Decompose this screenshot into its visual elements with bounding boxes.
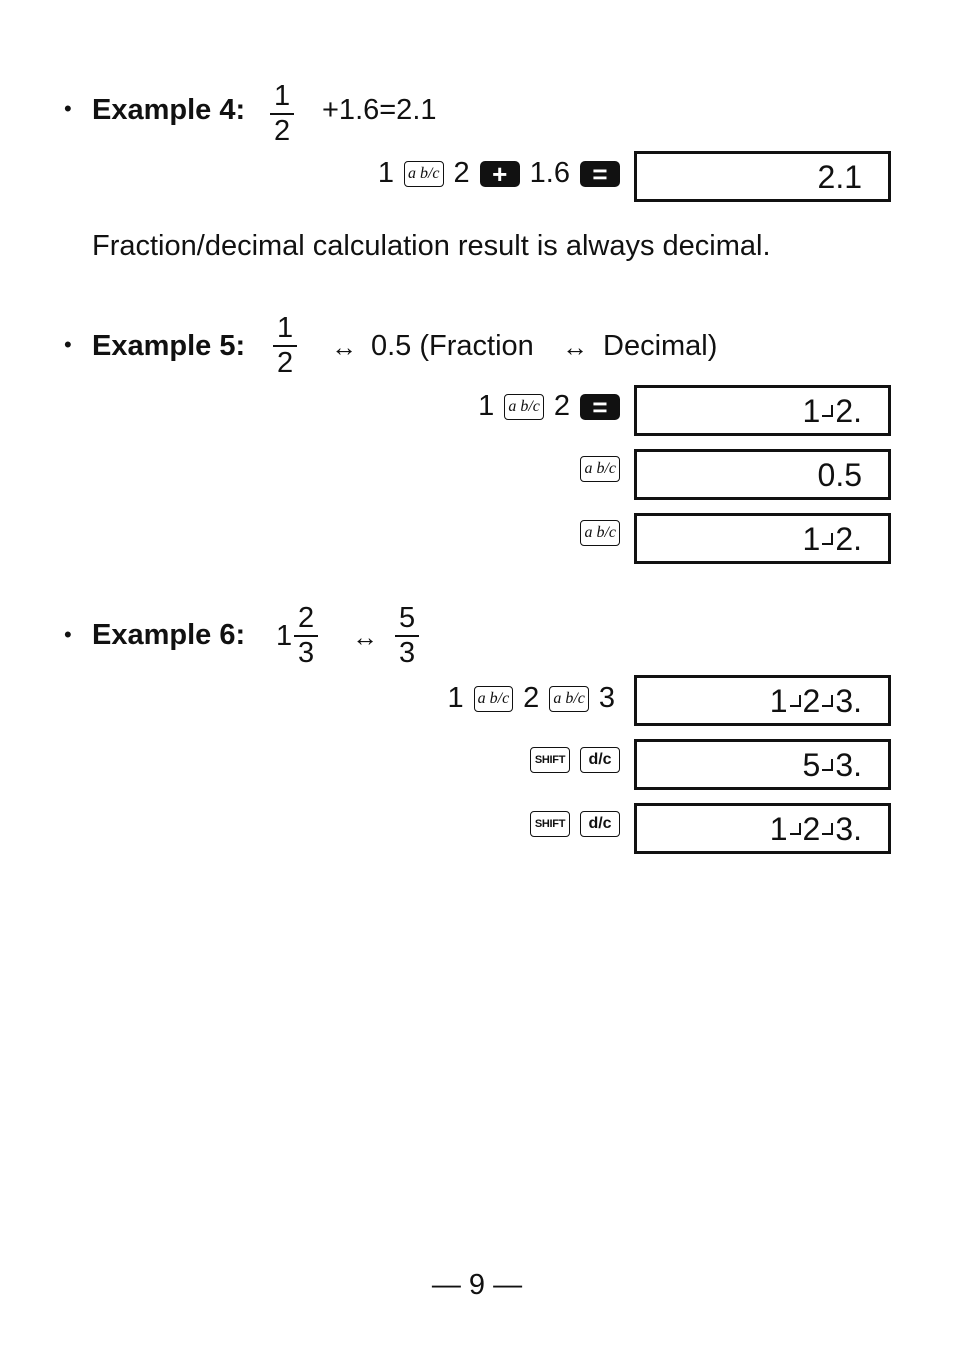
display-digit: 2.: [835, 520, 862, 557]
fraction-separator-icon: [822, 823, 833, 835]
fraction-key-icon: a b/c: [474, 686, 514, 712]
example-5-fraction: [273, 314, 297, 378]
fraction-key-icon: a b/c: [580, 520, 620, 546]
fraction-separator-icon: [822, 405, 833, 417]
display-digit: 3.: [835, 746, 862, 783]
example-5-key-sequence-3: [580, 520, 620, 546]
fraction-key-icon: a b/c: [504, 394, 544, 420]
digit-key: 2: [553, 390, 570, 422]
fraction-key-icon: a b/c: [580, 456, 620, 482]
example-6-label: Example 6:: [92, 619, 246, 651]
digit-key: 1: [447, 682, 464, 714]
example-6-display-2: [634, 739, 891, 790]
example-6-fraction-1: [294, 604, 318, 668]
fraction-numerator: 2: [294, 604, 318, 637]
equals-key-icon: =: [580, 394, 620, 420]
bullet: •: [64, 622, 72, 647]
bullet: •: [64, 96, 72, 121]
fraction-numerator: 5: [395, 604, 419, 637]
digit-key: 2: [453, 157, 470, 189]
shift-key-icon: SHIFT: [530, 811, 570, 837]
display-value: 0.5: [817, 456, 862, 493]
example-5-display-1: [634, 385, 891, 436]
digit-key: 1: [478, 390, 495, 422]
fraction-denominator: 3: [298, 637, 315, 669]
example-6-key-sequence-3: [530, 811, 620, 837]
example-4-label: Example 4:: [92, 94, 246, 126]
example-6-fraction-2: [395, 604, 419, 668]
example-5-text-a: 0.5 (Fraction: [371, 330, 534, 362]
digit-key: 1.6: [529, 157, 570, 189]
display-digit: 2: [802, 682, 821, 719]
bullet: •: [64, 332, 72, 357]
fraction-denominator: 2: [277, 347, 294, 379]
example-6-key-sequence-2: [530, 747, 620, 773]
plus-key-icon: +: [480, 161, 520, 187]
dc-key-icon: d/c: [580, 811, 620, 837]
display-digit: 3.: [835, 810, 862, 847]
example-5-key-sequence-2: [580, 456, 620, 482]
display-digit: 5: [802, 746, 821, 783]
display-digit: 1: [802, 392, 821, 429]
display-digit: 2: [802, 810, 821, 847]
fraction-numerator: 1: [270, 82, 294, 115]
example-4-key-sequence: [378, 159, 620, 188]
fraction-separator-icon: [822, 759, 833, 771]
display-digit: 3.: [835, 682, 862, 719]
equals-key-icon: =: [580, 161, 620, 187]
page-number: — 9 —: [431, 1269, 523, 1301]
mixed-whole: 1: [276, 620, 293, 652]
example-4-note: Fraction/decimal calculation result is always decimal.: [92, 230, 771, 262]
fraction-separator-icon: [790, 823, 801, 835]
fraction-key-icon: a b/c: [549, 686, 589, 712]
fraction-denominator: 2: [274, 115, 291, 147]
example-5-text-b: Decimal): [603, 330, 718, 362]
fraction-separator-icon: [790, 695, 801, 707]
digit-key: 3: [598, 682, 615, 714]
fraction-key-icon: a b/c: [404, 161, 444, 187]
example-5-label: Example 5:: [92, 330, 246, 362]
double-arrow-icon: ↔: [331, 332, 357, 362]
display-digit: 1: [769, 682, 788, 719]
double-arrow-icon: ↔: [352, 622, 378, 652]
example-6-display-1: [634, 675, 891, 726]
example-4-expression-rest: +1.6=2.1: [322, 94, 437, 126]
fraction-separator-icon: [822, 533, 833, 545]
example-5-display-2: [634, 449, 891, 500]
display-digit: 2.: [835, 392, 862, 429]
display-digit: 1: [769, 810, 788, 847]
fraction-denominator: 3: [399, 637, 416, 669]
dc-key-icon: d/c: [580, 747, 620, 773]
digit-key: 1: [377, 157, 394, 189]
example-6-key-sequence-1: [447, 684, 615, 713]
example-6-display-3: [634, 803, 891, 854]
example-5-display-3: [634, 513, 891, 564]
shift-key-icon: SHIFT: [530, 747, 570, 773]
display-value: 2.1: [817, 158, 862, 195]
digit-key: 2: [523, 682, 540, 714]
example-5-key-sequence-1: [478, 392, 620, 421]
example-4-display: [634, 151, 891, 202]
fraction-separator-icon: [822, 695, 833, 707]
fraction-numerator: 1: [273, 314, 297, 347]
display-digit: 1: [802, 520, 821, 557]
double-arrow-icon: ↔: [562, 332, 588, 362]
example-4-fraction: [270, 82, 294, 146]
